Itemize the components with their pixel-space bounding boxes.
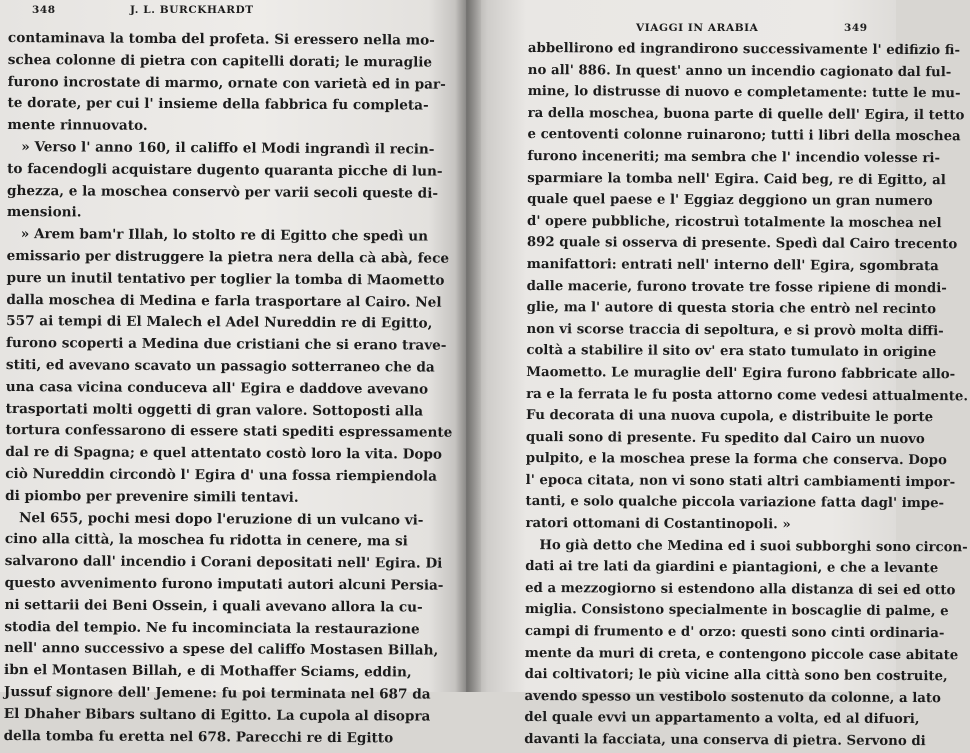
text-line: glie, ma l' autore di questa storia che entrò nel recinto bbox=[526, 300, 936, 318]
text-line: no all' 886. In quest' anno un incendio cagionato dal ful- bbox=[527, 62, 952, 80]
text-line: Fu decorata di una nuova cupola, e distribuite le porte bbox=[525, 408, 934, 426]
text-line: furono incrostate di marmo, ornate con varietà ed in par- bbox=[7, 73, 446, 93]
text-line: Jussuf signore dell' Jemene: fu poi terminata nel 687 da bbox=[3, 683, 431, 703]
text-line: to facendogli acquistare dugento quaranta picche di lun- bbox=[7, 160, 443, 180]
text-line: manifattori: entrati nell' interno dell' Egira, sgombrata bbox=[526, 256, 939, 275]
text-line: questo avvenimento furono imputati autori alcuni Persia- bbox=[4, 574, 444, 594]
text-line: tortura confessarono di essere stati spediti espressamente bbox=[5, 422, 453, 442]
text-line: » Arem bam'r Illah, lo stolto re di Egitto che spedì un bbox=[20, 226, 429, 245]
text-line: furono inceneriti; ma sembra che l' incendio volesse ri- bbox=[527, 148, 941, 167]
text-line: avendo spesso un vestibolo sostenuto da colonne, a lato bbox=[524, 688, 941, 706]
text-line: furono scoperti a Medina due cristiani che si erano trave- bbox=[6, 335, 447, 354]
text-line: ra e la ferrata le fu posta attorno come vedesi attualmente. bbox=[526, 386, 969, 404]
text-line: emissario per distruggere la pietra nera della cà abà, fece bbox=[6, 247, 450, 267]
text-line: abbellirono ed ingrandirono successivamente l' edifizio fi- bbox=[527, 40, 961, 59]
text-line: cino alla città, la moschea fu ridotta in cenere, ma si bbox=[4, 531, 408, 550]
text-line: mine, lo distrusse di nuovo e completamente: tutte le mu- bbox=[527, 84, 961, 102]
left-page bbox=[0, 0, 466, 746]
text-line: quali sono di presente. Fu spedito dal Cairo un nuovo bbox=[525, 429, 925, 447]
text-line: d' opere pubbliche, ricostruì totalmente la moschea nel bbox=[527, 213, 942, 231]
text-line: ra della moschea, buona parte di quelle dell' Egira, il tetto bbox=[527, 105, 965, 124]
text-line: e centoventi colonne ruinarono; tutti i libri della moschea bbox=[527, 127, 961, 145]
text-line: stiti, ed avevano scavato un passagio sotterraneo che da bbox=[5, 356, 435, 376]
text-line: l' epoca citata, non vi sono stati altri cambiamenti impor- bbox=[525, 472, 956, 491]
text-line: 557 ai tempi di El Malech el Adel Nureddin re di Egitto, bbox=[6, 313, 433, 332]
text-line: mensioni. bbox=[6, 204, 82, 221]
text-line: coltà a stabilire il sito ov' era stato tumulato in origine bbox=[526, 343, 937, 361]
text-line: ghezza, e la moschea conservò per varii secoli queste di- bbox=[6, 182, 439, 202]
text-line: sparmiare la tomba nell' Egira. Caid beg, re di Egitto, al bbox=[527, 170, 946, 188]
text-line: non vi scorse traccia di sepoltura, e si provò molta diffi- bbox=[526, 321, 944, 339]
text-line: della tomba fu eretta nel 678. Parecchi re di Egitto bbox=[3, 727, 394, 746]
left-page-text bbox=[3, 28, 453, 750]
right-page-text bbox=[524, 38, 969, 752]
text-line: te dorate, per cui l' insieme della fabbrica fu completa- bbox=[7, 95, 429, 114]
text-line: dalla moschea di Medina e farla trasportare al Cairo. Nel bbox=[6, 291, 442, 311]
text-line: di piombo per prevenire simili tentavi. bbox=[5, 487, 299, 506]
text-line: schea colonne di pietra con capitelli dorati; le muraglie bbox=[7, 51, 433, 71]
text-line: del quale evvi un appartamento a volta, ed al difuori, bbox=[524, 710, 920, 728]
text-line: Maometto. Le muraglie dell' Egira furono fabbricate allo- bbox=[526, 364, 956, 383]
text-line: mente da muri di creta, e contengono piccole case abitate bbox=[524, 645, 959, 663]
running-head-left: J. L. BURCKHARDT bbox=[130, 4, 254, 16]
text-line: davanti la facciata, una conserva di pietra. Servono di bbox=[524, 731, 926, 750]
text-line: dal re di Spagna; e quel attentato costò loro la vita. Dopo bbox=[5, 444, 443, 463]
text-line: dati ai tre lati da giardini e piantagioni, e che a levante bbox=[525, 559, 939, 577]
text-line: dalle macerie, furono trovate tre fosse ripiene di mondi- bbox=[526, 278, 947, 296]
running-head-right: VIAGGI IN ARABIA bbox=[636, 22, 759, 34]
page-number-left: 348 bbox=[32, 4, 56, 16]
text-line: contaminava la tomba del profeta. Si eressero nella mo- bbox=[7, 29, 435, 49]
text-line: dai coltivatori; le più vicine alla città sono ben costruite, bbox=[524, 667, 948, 685]
text-line: pure un inutil tentativo per toglier la tomba di Maometto bbox=[6, 269, 445, 289]
text-line: » Verso l' anno 160, il califfo el Modi ingrandì il recin- bbox=[21, 139, 435, 158]
text-line: ni settarii dei Beni Ossein, i quali avevano allora la cu- bbox=[4, 596, 423, 616]
text-line: pulpito, e la moschea prese la forma che conserva. Dopo bbox=[525, 451, 947, 469]
text-line: mente rinnuovato. bbox=[7, 117, 148, 135]
text-line: quale quel paese e l' Eggiaz deggiono un gran numero bbox=[527, 192, 933, 210]
text-line: ibn el Montasen Billah, e di Mothaffer Sciams, eddin, bbox=[4, 662, 412, 681]
right-page bbox=[466, 0, 969, 750]
text-line: campi di frumento e d' orzo: questi sono cinti ordinaria- bbox=[524, 624, 945, 642]
text-line: nell' anno successivo a spese del califfo Mostasen Billah, bbox=[4, 640, 439, 659]
text-line: ed a mezzogiorno si estendono alla distanza di sei ed otto bbox=[525, 580, 956, 599]
text-line: 892 quale si osserva di presente. Spedì dal Cairo trecento bbox=[526, 235, 958, 253]
text-line: miglia. Consistono specialmente in boscaglie di palme, e bbox=[524, 602, 949, 620]
page-number-right: 349 bbox=[844, 22, 868, 34]
text-line: stodia del tempio. Ne fu incominciata la restaurazione bbox=[4, 618, 420, 638]
text-line: ciò Nureddin circondò l' Egira d' una fossa riempiendola bbox=[5, 465, 437, 485]
text-line: tanti, e solo qualche piccola variazione fatta dagl' impe- bbox=[525, 494, 945, 512]
text-line: Nel 655, pochi mesi dopo l'eruzione di un vulcano vi- bbox=[18, 509, 424, 529]
text-line: ratori ottomani di Costantinopoli. » bbox=[525, 516, 791, 533]
text-line: Ho già detto che Medina ed i suoi subborghi sono circon- bbox=[539, 537, 968, 555]
text-line: El Dhaher Bibars sultano di Egitto. La cupola al disopra bbox=[3, 705, 431, 725]
text-line: una casa vicina conduceva all' Egira e daddove avevano bbox=[5, 378, 429, 398]
text-line: trasportati molti oggetti di gran valore. Sottoposti alla bbox=[5, 400, 424, 420]
text-line: salvarono dall' incendio i Corani depositati nell' Egira. Di bbox=[4, 553, 443, 572]
